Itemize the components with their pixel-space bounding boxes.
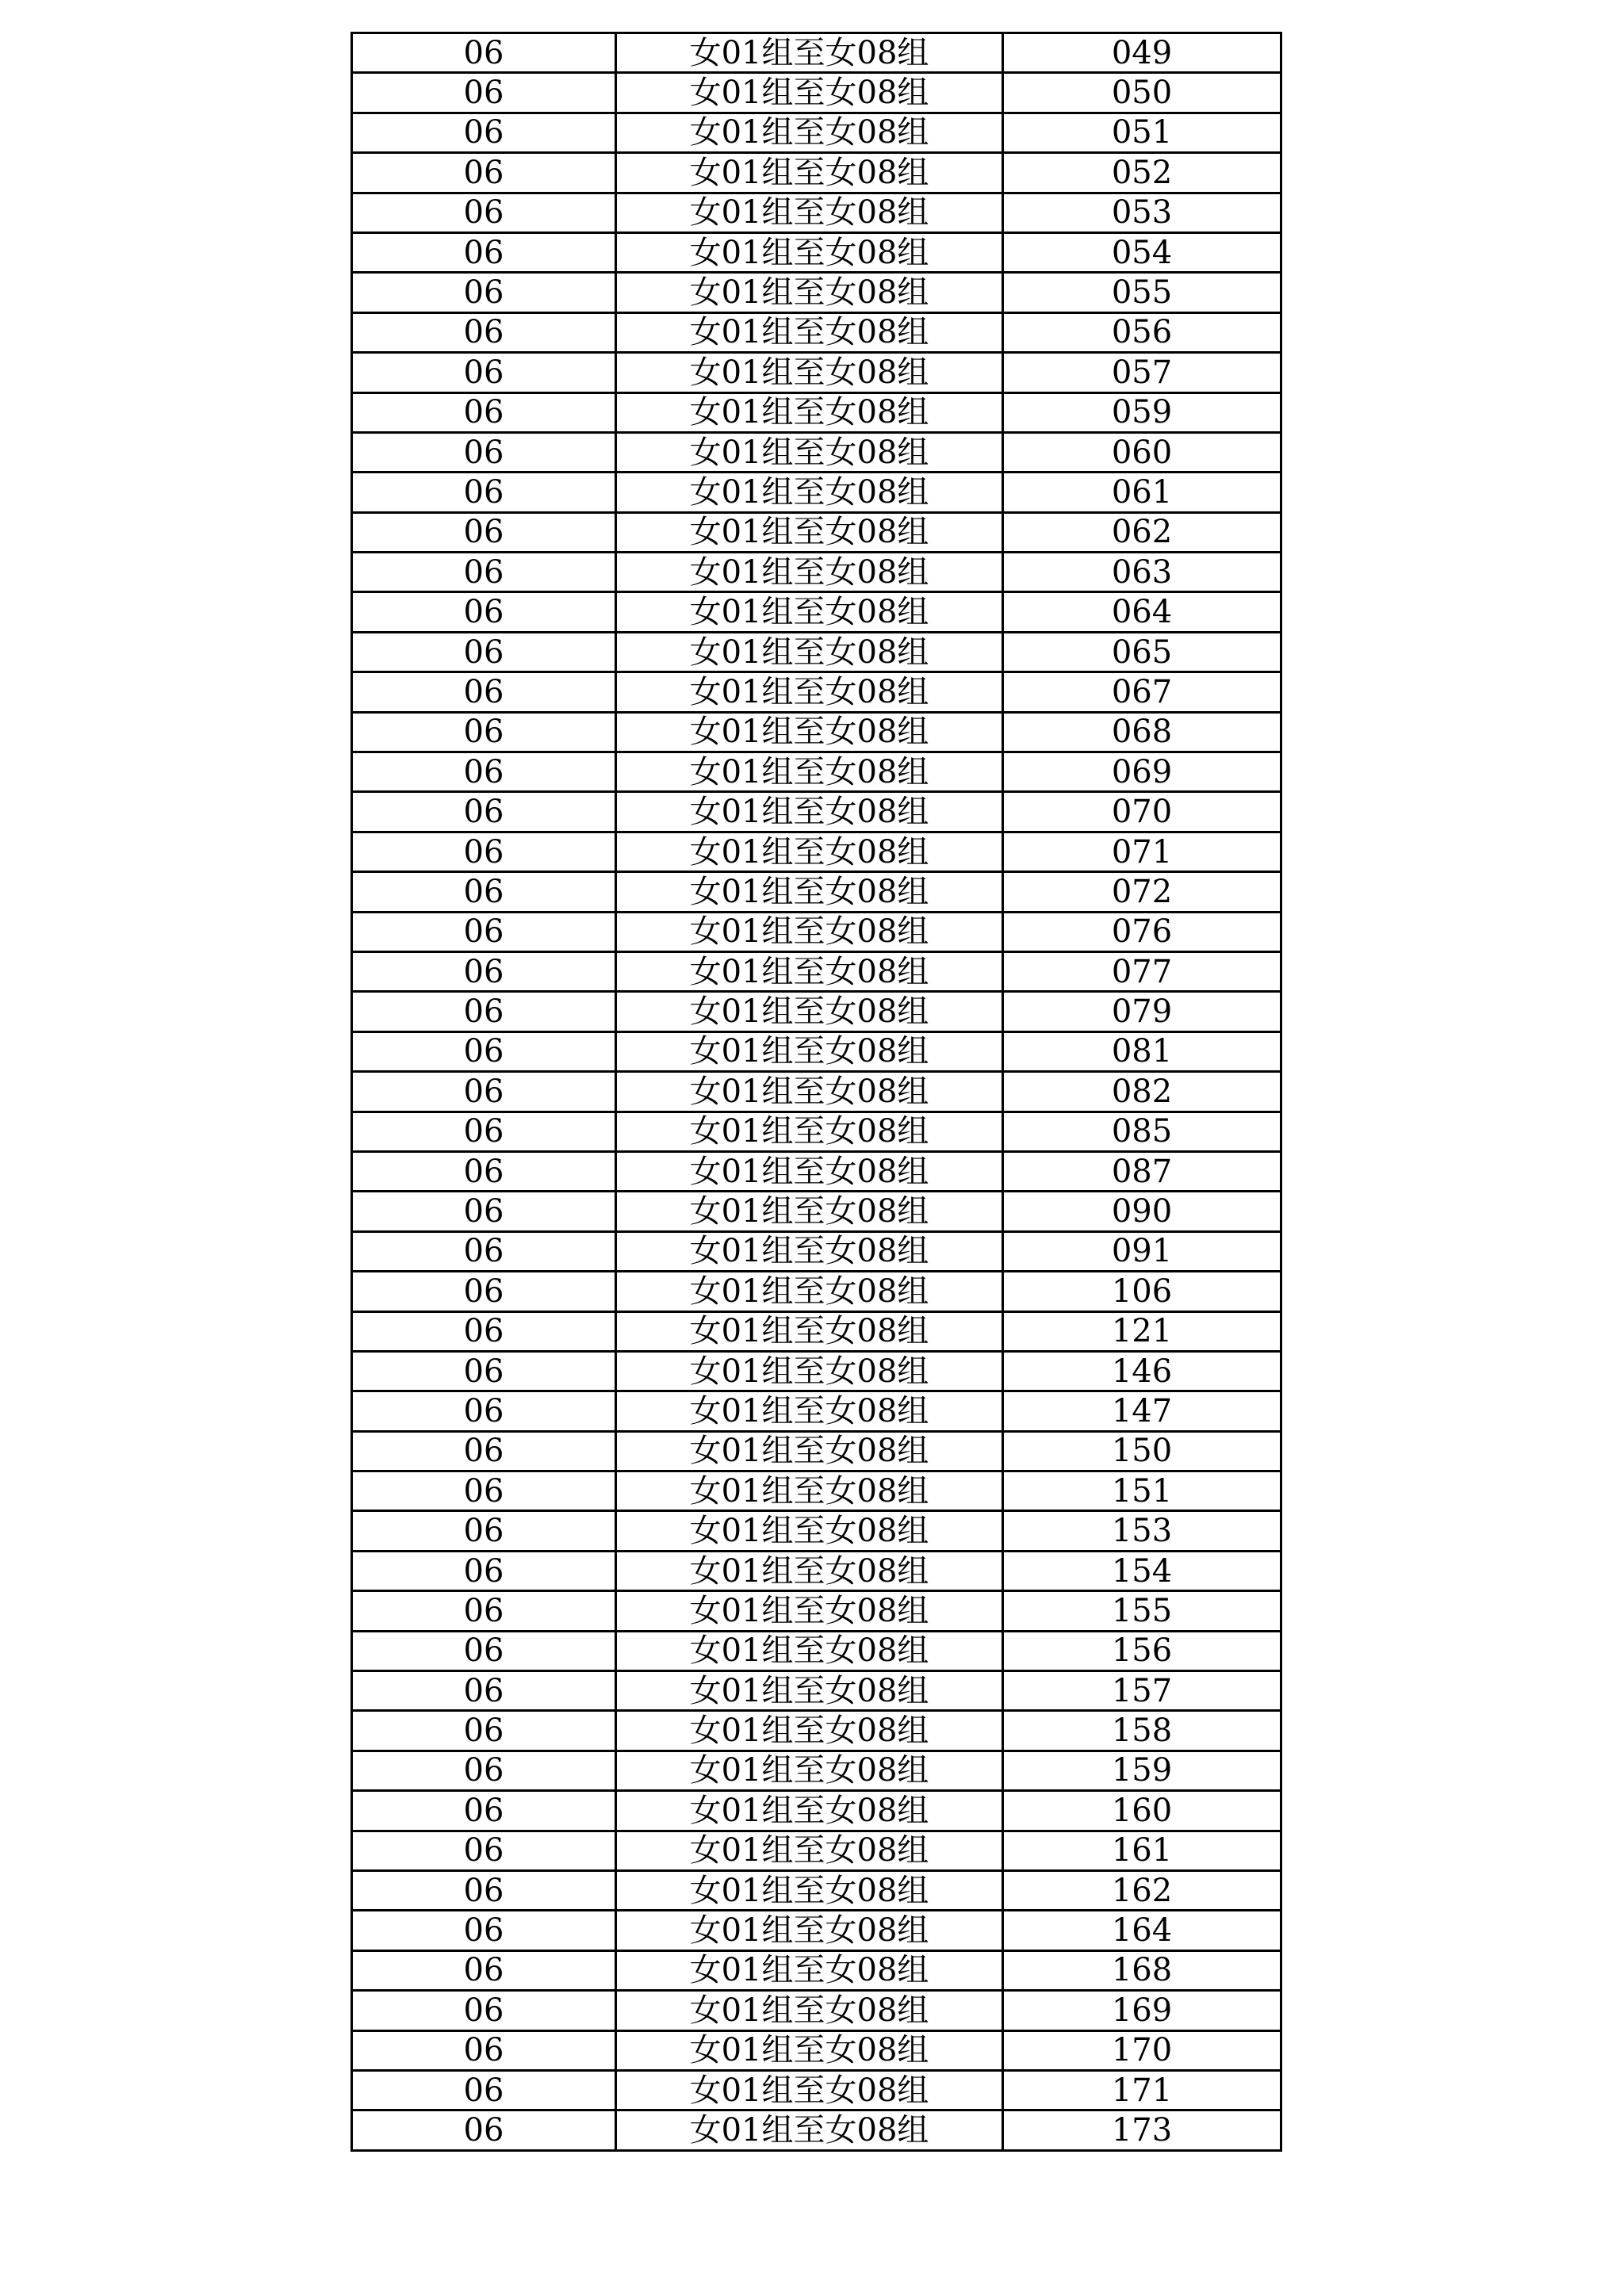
group-range-cell: 女01组至女08组 xyxy=(616,1072,1003,1112)
group-range-cell: 女01组至女08组 xyxy=(616,392,1003,432)
seat-number-cell: 063 xyxy=(1003,553,1281,592)
seat-number-cell: 071 xyxy=(1003,832,1281,871)
seat-number-cell: 121 xyxy=(1003,1311,1281,1351)
table-row xyxy=(352,592,1281,632)
seat-number-cell: 060 xyxy=(1003,432,1281,472)
seat-number-cell: 159 xyxy=(1003,1751,1281,1790)
group-range-cell: 女01组至女08组 xyxy=(616,2070,1003,2110)
exam-room-cell: 06 xyxy=(352,1631,616,1670)
seat-number-cell: 146 xyxy=(1003,1351,1281,1391)
exam-room-cell: 06 xyxy=(352,512,616,552)
table-row xyxy=(352,1192,1281,1231)
group-range-cell: 女01组至女08组 xyxy=(616,951,1003,991)
table-row xyxy=(352,1991,1281,2030)
table-row xyxy=(352,1112,1281,1151)
exam-room-cell: 06 xyxy=(352,2030,616,2070)
exam-room-cell: 06 xyxy=(352,153,616,193)
seat-number-cell: 147 xyxy=(1003,1391,1281,1431)
seat-number-cell: 170 xyxy=(1003,2030,1281,2070)
table-row xyxy=(352,512,1281,552)
group-range-cell: 女01组至女08组 xyxy=(616,1511,1003,1551)
seat-number-cell: 061 xyxy=(1003,473,1281,512)
table-row xyxy=(352,1631,1281,1670)
table-row xyxy=(352,33,1281,73)
seat-number-cell: 161 xyxy=(1003,1831,1281,1870)
exam-room-cell: 06 xyxy=(352,1950,616,1990)
group-range-cell: 女01组至女08组 xyxy=(616,1231,1003,1271)
seat-number-cell: 155 xyxy=(1003,1591,1281,1631)
group-range-cell: 女01组至女08组 xyxy=(616,432,1003,472)
exam-room-cell: 06 xyxy=(352,1791,616,1831)
table-row xyxy=(352,1351,1281,1391)
seat-number-cell: 057 xyxy=(1003,353,1281,392)
group-range-cell: 女01组至女08组 xyxy=(616,752,1003,792)
group-range-cell: 女01组至女08组 xyxy=(616,1591,1003,1631)
exam-room-cell: 06 xyxy=(352,232,616,272)
group-range-cell: 女01组至女08组 xyxy=(616,1631,1003,1670)
seat-number-cell: 162 xyxy=(1003,1870,1281,1910)
table-row xyxy=(352,992,1281,1031)
exam-room-cell: 06 xyxy=(352,1231,616,1271)
group-range-cell: 女01组至女08组 xyxy=(616,473,1003,512)
table-row xyxy=(352,1272,1281,1311)
table-row xyxy=(352,2110,1281,2150)
seat-number-cell: 065 xyxy=(1003,632,1281,672)
seat-number-cell: 106 xyxy=(1003,1272,1281,1311)
group-range-cell: 女01组至女08组 xyxy=(616,1431,1003,1471)
seat-number-cell: 158 xyxy=(1003,1711,1281,1751)
seat-number-cell: 171 xyxy=(1003,2070,1281,2110)
exam-room-cell: 06 xyxy=(352,672,616,712)
group-range-cell: 女01组至女08组 xyxy=(616,1711,1003,1751)
exam-room-cell: 06 xyxy=(352,1671,616,1711)
table-row xyxy=(352,193,1281,232)
table-row xyxy=(352,1870,1281,1910)
exam-room-cell: 06 xyxy=(352,1711,616,1751)
group-range-cell: 女01组至女08组 xyxy=(616,1031,1003,1071)
table-row xyxy=(352,2070,1281,2110)
group-range-cell: 女01组至女08组 xyxy=(616,1192,1003,1231)
exam-room-cell: 06 xyxy=(352,1911,616,1950)
group-range-cell: 女01组至女08组 xyxy=(616,792,1003,832)
table-row xyxy=(352,1511,1281,1551)
seat-number-cell: 062 xyxy=(1003,512,1281,552)
table-row xyxy=(352,1551,1281,1590)
table-row xyxy=(352,2030,1281,2070)
seat-number-cell: 081 xyxy=(1003,1031,1281,1071)
seat-number-cell: 076 xyxy=(1003,912,1281,951)
seat-number-cell: 154 xyxy=(1003,1551,1281,1590)
exam-room-cell: 06 xyxy=(352,312,616,352)
exam-room-cell: 06 xyxy=(352,912,616,951)
exam-room-cell: 06 xyxy=(352,1072,616,1112)
table-row xyxy=(352,432,1281,472)
table-row xyxy=(352,353,1281,392)
data-table xyxy=(350,32,1282,2152)
table-row xyxy=(352,1431,1281,1471)
group-range-cell: 女01组至女08组 xyxy=(616,1112,1003,1151)
seat-number-cell: 050 xyxy=(1003,73,1281,113)
group-range-cell: 女01组至女08组 xyxy=(616,113,1003,152)
table-row xyxy=(352,1950,1281,1990)
table-row xyxy=(352,153,1281,193)
exam-room-cell: 06 xyxy=(352,1112,616,1151)
table-row xyxy=(352,392,1281,432)
table-row xyxy=(352,792,1281,832)
exam-room-cell: 06 xyxy=(352,1151,616,1191)
group-range-cell: 女01组至女08组 xyxy=(616,1351,1003,1391)
group-range-cell: 女01组至女08组 xyxy=(616,712,1003,752)
exam-room-cell: 06 xyxy=(352,1311,616,1351)
exam-room-cell: 06 xyxy=(352,792,616,832)
group-range-cell: 女01组至女08组 xyxy=(616,592,1003,632)
exam-room-cell: 06 xyxy=(352,1031,616,1071)
group-range-cell: 女01组至女08组 xyxy=(616,1870,1003,1910)
exam-room-cell: 06 xyxy=(352,553,616,592)
seat-number-cell: 090 xyxy=(1003,1192,1281,1231)
exam-room-cell: 06 xyxy=(352,1831,616,1870)
group-range-cell: 女01组至女08组 xyxy=(616,232,1003,272)
table-row xyxy=(352,553,1281,592)
seat-number-cell: 051 xyxy=(1003,113,1281,152)
exam-room-cell: 06 xyxy=(352,1272,616,1311)
table-row xyxy=(352,273,1281,312)
exam-room-cell: 06 xyxy=(352,712,616,752)
table-body xyxy=(352,33,1281,2151)
seat-number-cell: 082 xyxy=(1003,1072,1281,1112)
table-row xyxy=(352,1831,1281,1870)
exam-room-cell: 06 xyxy=(352,33,616,73)
exam-room-cell: 06 xyxy=(352,273,616,312)
seat-number-cell: 164 xyxy=(1003,1911,1281,1950)
group-range-cell: 女01组至女08组 xyxy=(616,2110,1003,2150)
seat-number-cell: 087 xyxy=(1003,1151,1281,1191)
seat-number-cell: 056 xyxy=(1003,312,1281,352)
table-row xyxy=(352,1391,1281,1431)
seat-number-cell: 157 xyxy=(1003,1671,1281,1711)
table-row xyxy=(352,912,1281,951)
table-row xyxy=(352,1151,1281,1191)
seat-number-cell: 156 xyxy=(1003,1631,1281,1670)
exam-room-cell: 06 xyxy=(352,592,616,632)
group-range-cell: 女01组至女08组 xyxy=(616,1671,1003,1711)
table-row xyxy=(352,712,1281,752)
group-range-cell: 女01组至女08组 xyxy=(616,273,1003,312)
seat-number-cell: 160 xyxy=(1003,1791,1281,1831)
seat-number-cell: 067 xyxy=(1003,672,1281,712)
seat-number-cell: 079 xyxy=(1003,992,1281,1031)
seat-number-cell: 153 xyxy=(1003,1511,1281,1551)
exam-room-cell: 06 xyxy=(352,473,616,512)
table-row xyxy=(352,312,1281,352)
group-range-cell: 女01组至女08组 xyxy=(616,872,1003,912)
exam-room-cell: 06 xyxy=(352,193,616,232)
exam-room-cell: 06 xyxy=(352,632,616,672)
table-row xyxy=(352,473,1281,512)
exam-room-cell: 06 xyxy=(352,1551,616,1590)
group-range-cell: 女01组至女08组 xyxy=(616,672,1003,712)
table-row xyxy=(352,1072,1281,1112)
exam-room-cell: 06 xyxy=(352,752,616,792)
table-row xyxy=(352,1671,1281,1711)
group-range-cell: 女01组至女08组 xyxy=(616,312,1003,352)
exam-room-cell: 06 xyxy=(352,1471,616,1511)
seat-number-cell: 168 xyxy=(1003,1950,1281,1990)
seat-number-cell: 173 xyxy=(1003,2110,1281,2150)
seat-number-cell: 068 xyxy=(1003,712,1281,752)
seat-number-cell: 049 xyxy=(1003,33,1281,73)
group-range-cell: 女01组至女08组 xyxy=(616,1751,1003,1790)
group-range-cell: 女01组至女08组 xyxy=(616,1911,1003,1950)
group-range-cell: 女01组至女08组 xyxy=(616,193,1003,232)
table-row xyxy=(352,113,1281,152)
group-range-cell: 女01组至女08组 xyxy=(616,1391,1003,1431)
group-range-cell: 女01组至女08组 xyxy=(616,1151,1003,1191)
exam-room-cell: 06 xyxy=(352,1591,616,1631)
table-row xyxy=(352,872,1281,912)
table-row xyxy=(352,1471,1281,1511)
group-range-cell: 女01组至女08组 xyxy=(616,2030,1003,2070)
table-row xyxy=(352,1591,1281,1631)
group-range-cell: 女01组至女08组 xyxy=(616,632,1003,672)
table-row xyxy=(352,1791,1281,1831)
exam-room-cell: 06 xyxy=(352,73,616,113)
exam-room-cell: 06 xyxy=(352,113,616,152)
group-range-cell: 女01组至女08组 xyxy=(616,1831,1003,1870)
exam-room-cell: 06 xyxy=(352,1511,616,1551)
seat-number-cell: 064 xyxy=(1003,592,1281,632)
seat-number-cell: 069 xyxy=(1003,752,1281,792)
group-range-cell: 女01组至女08组 xyxy=(616,553,1003,592)
seat-number-cell: 150 xyxy=(1003,1431,1281,1471)
exam-room-cell: 06 xyxy=(352,992,616,1031)
seat-number-cell: 169 xyxy=(1003,1991,1281,2030)
seat-number-cell: 070 xyxy=(1003,792,1281,832)
seat-number-cell: 151 xyxy=(1003,1471,1281,1511)
group-range-cell: 女01组至女08组 xyxy=(616,912,1003,951)
table-row xyxy=(352,1751,1281,1790)
table-row xyxy=(352,1911,1281,1950)
seat-number-cell: 072 xyxy=(1003,872,1281,912)
table-row xyxy=(352,951,1281,991)
exam-room-cell: 06 xyxy=(352,2110,616,2150)
exam-room-cell: 06 xyxy=(352,1870,616,1910)
exam-room-cell: 06 xyxy=(352,392,616,432)
table-row xyxy=(352,632,1281,672)
group-range-cell: 女01组至女08组 xyxy=(616,1311,1003,1351)
exam-room-cell: 06 xyxy=(352,1991,616,2030)
table-row xyxy=(352,1311,1281,1351)
seat-number-cell: 085 xyxy=(1003,1112,1281,1151)
group-range-cell: 女01组至女08组 xyxy=(616,1471,1003,1511)
seat-number-cell: 091 xyxy=(1003,1231,1281,1271)
group-range-cell: 女01组至女08组 xyxy=(616,33,1003,73)
exam-room-cell: 06 xyxy=(352,832,616,871)
table-row xyxy=(352,1711,1281,1751)
table-row xyxy=(352,73,1281,113)
group-range-cell: 女01组至女08组 xyxy=(616,992,1003,1031)
seat-number-cell: 077 xyxy=(1003,951,1281,991)
seat-number-cell: 059 xyxy=(1003,392,1281,432)
table-row xyxy=(352,672,1281,712)
group-range-cell: 女01组至女08组 xyxy=(616,1991,1003,2030)
group-range-cell: 女01组至女08组 xyxy=(616,73,1003,113)
seat-number-cell: 052 xyxy=(1003,153,1281,193)
exam-room-cell: 06 xyxy=(352,2070,616,2110)
table-row xyxy=(352,1031,1281,1071)
group-range-cell: 女01组至女08组 xyxy=(616,512,1003,552)
group-range-cell: 女01组至女08组 xyxy=(616,1551,1003,1590)
exam-room-cell: 06 xyxy=(352,1351,616,1391)
seat-number-cell: 055 xyxy=(1003,273,1281,312)
group-range-cell: 女01组至女08组 xyxy=(616,353,1003,392)
table-row xyxy=(352,832,1281,871)
seat-number-cell: 054 xyxy=(1003,232,1281,272)
exam-room-cell: 06 xyxy=(352,872,616,912)
exam-room-cell: 06 xyxy=(352,353,616,392)
table-row xyxy=(352,752,1281,792)
group-range-cell: 女01组至女08组 xyxy=(616,832,1003,871)
seat-number-cell: 053 xyxy=(1003,193,1281,232)
exam-room-cell: 06 xyxy=(352,1751,616,1790)
group-range-cell: 女01组至女08组 xyxy=(616,1791,1003,1831)
exam-room-cell: 06 xyxy=(352,432,616,472)
group-range-cell: 女01组至女08组 xyxy=(616,1950,1003,1990)
exam-room-cell: 06 xyxy=(352,1431,616,1471)
table-row xyxy=(352,232,1281,272)
exam-room-cell: 06 xyxy=(352,1192,616,1231)
group-range-cell: 女01组至女08组 xyxy=(616,1272,1003,1311)
group-range-cell: 女01组至女08组 xyxy=(616,153,1003,193)
table-row xyxy=(352,1231,1281,1271)
exam-room-cell: 06 xyxy=(352,1391,616,1431)
exam-room-cell: 06 xyxy=(352,951,616,991)
